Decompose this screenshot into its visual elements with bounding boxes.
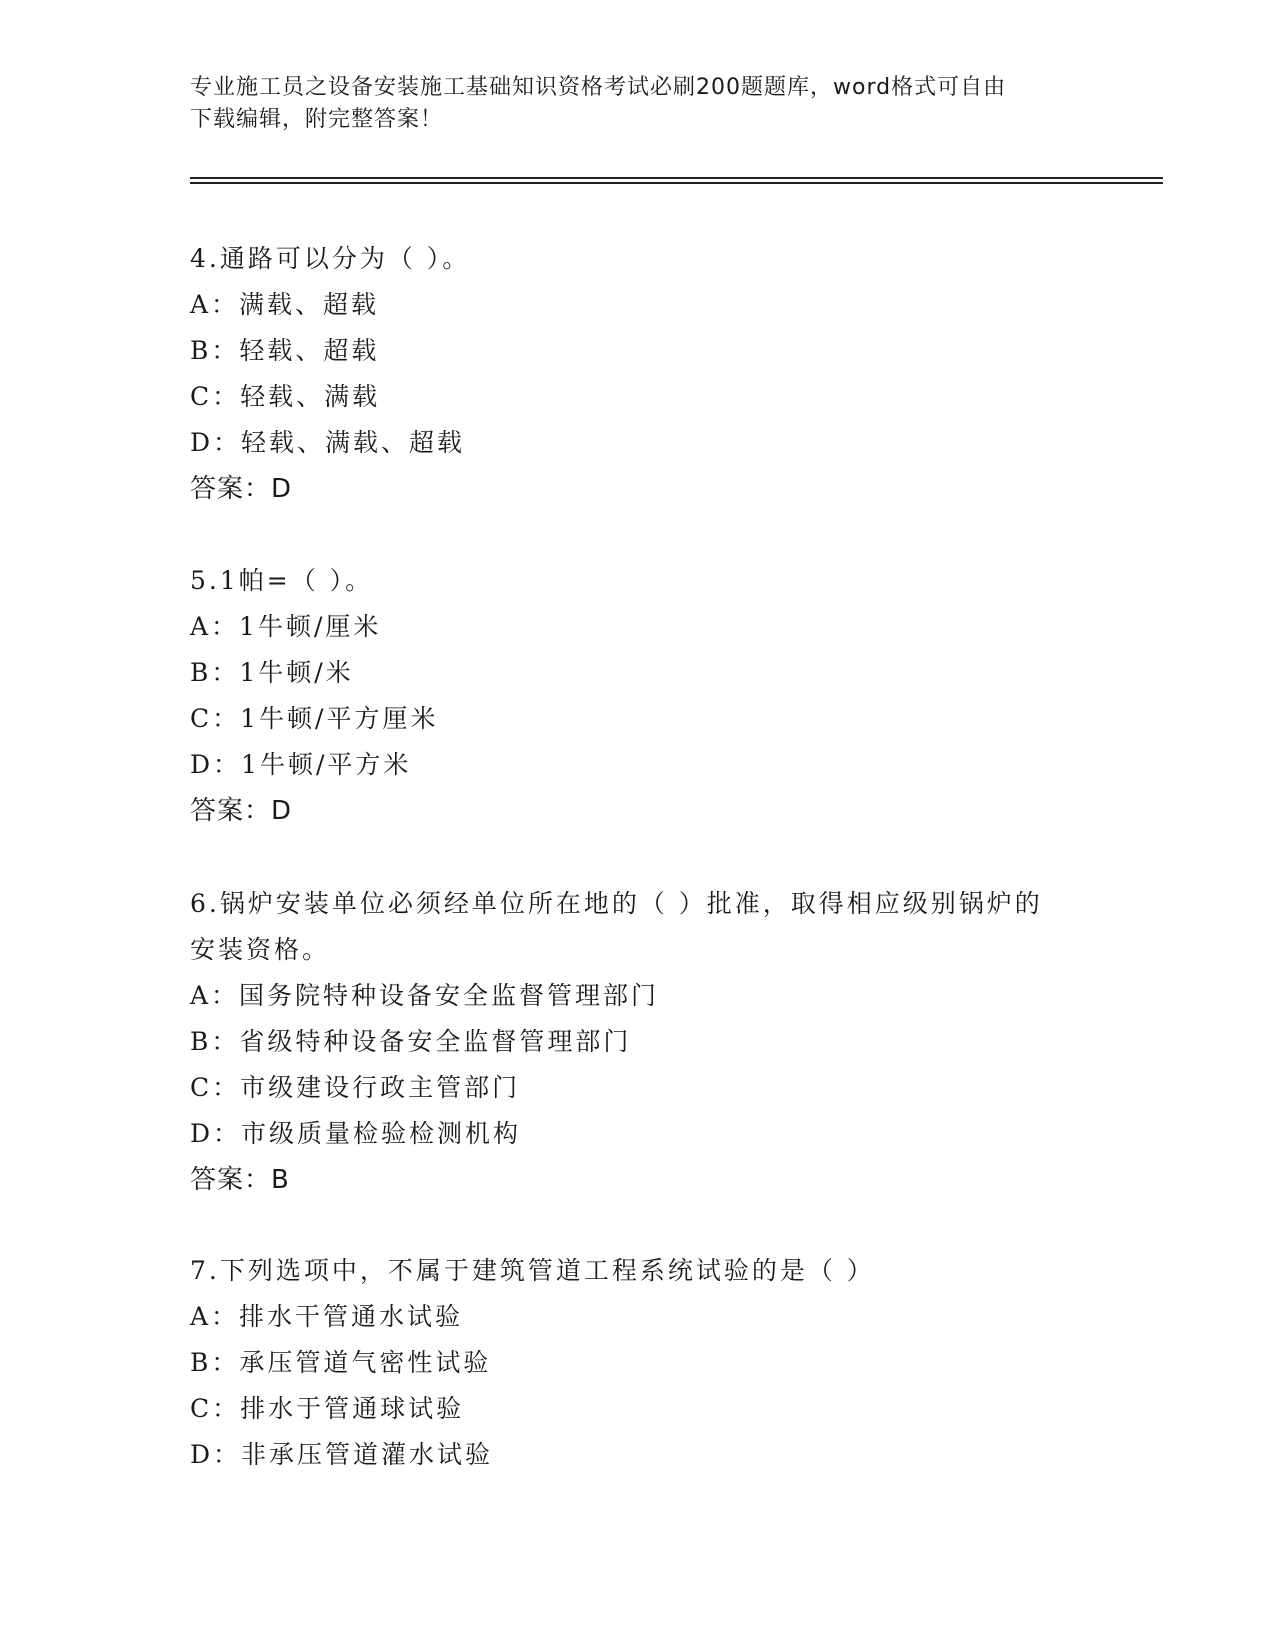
option-d: D：市级质量检验检测机构 [190,1119,522,1148]
option-c: C：1牛顿/平方厘米 [190,704,439,733]
option-b: B：省级特种设备安全监督管理部门 [190,1027,632,1056]
option-a: A：1牛顿/厘米 [190,612,382,641]
header-line-1: 专业施工员之设备安装施工基础知识资格考试必刷200题题库，word格式可自由 [190,75,1007,100]
option-a: A：排水干管通水试验 [190,1302,464,1331]
option-b: B：1牛顿/米 [190,658,354,687]
question-5 [190,558,1110,834]
header-divider-top [190,177,1163,179]
option-b: B：轻载、超载 [190,336,380,365]
document-header [190,72,1090,136]
option-a: A：满载、超载 [190,290,380,319]
option-d: D：非承压管道灌水试验 [190,1440,494,1469]
question-4 [190,236,1110,512]
question-stem-continued: 安装资格。 [190,935,331,964]
option-d: D：1牛顿/平方米 [190,750,412,779]
option-c: C：排水于管通球试验 [190,1394,465,1423]
question-stem: 6.锅炉安装单位必须经单位所在地的（ ）批准，取得相应级别锅炉的 [190,889,1043,918]
question-stem: 7.下列选项中，不属于建筑管道工程系统试验的是（ ） [190,1256,875,1285]
option-d: D：轻载、满载、超载 [190,428,466,457]
option-c: C：市级建设行政主管部门 [190,1073,521,1102]
answer-line: 答案：B [190,1165,290,1195]
option-c: C：轻载、满载 [190,382,381,411]
option-b: B：承压管道气密性试验 [190,1348,492,1377]
question-6 [190,881,1110,1203]
header-divider-bottom [190,182,1163,184]
question-7 [190,1248,1110,1478]
header-line-2: 下载编辑，附完整答案！ [190,107,444,132]
option-a: A：国务院特种设备安全监督管理部门 [190,981,660,1010]
question-stem: 5.1帕=（ ）。 [190,566,374,595]
answer-line: 答案：D [190,796,293,826]
answer-line: 答案：D [190,474,293,504]
question-stem: 4.通路可以分为（ ）。 [190,244,471,273]
